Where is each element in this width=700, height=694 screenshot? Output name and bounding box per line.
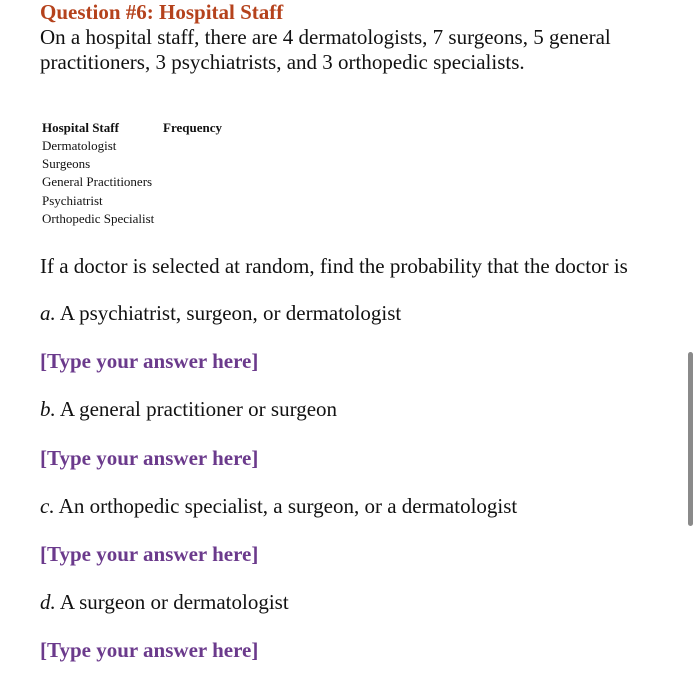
staff-cell: Psychiatrist: [42, 192, 103, 208]
part-text: A surgeon or dermatologist: [55, 590, 289, 614]
staff-cell: General Practitioners: [42, 174, 153, 190]
part-letter: a.: [40, 301, 56, 325]
header-frequency: Frequency: [163, 120, 222, 135]
header-hospital-staff: Hospital Staff: [42, 120, 119, 135]
part-letter: d.: [40, 590, 56, 614]
part-a: [40, 301, 401, 326]
staff-cell: Orthopedic Specialist: [42, 210, 155, 226]
question-title: Question #6: Hospital Staff: [40, 0, 284, 24]
answer-field-d[interactable]: [Type your answer here]: [40, 638, 259, 662]
part-letter: b.: [40, 397, 56, 421]
part-text: A general practitioner or surgeon: [55, 397, 338, 421]
answer-field-b[interactable]: [Type your answer here]: [40, 446, 259, 470]
part-letter: c.: [40, 494, 55, 518]
part-d: [40, 590, 289, 615]
staff-cell: Surgeons: [42, 156, 91, 172]
answer-field-a[interactable]: [Type your answer here]: [40, 349, 259, 373]
vertical-scrollbar[interactable]: [688, 352, 693, 526]
staff-cell: Dermatologist: [42, 138, 117, 153]
question-prompt: If a doctor is selected at random, find the probability that the doctor is: [40, 254, 628, 278]
part-text: An orthopedic specialist, a surgeon, or a dermatologist: [54, 494, 518, 518]
part-b: [40, 397, 337, 422]
part-c: [40, 494, 517, 519]
question-intro: On a hospital staff, there are 4 dermatologists, 7 surgeons, 5 general practitioners, 3 psychiatrists, and 3 orthopedic specialists.: [40, 25, 611, 74]
part-text: A psychiatrist, surgeon, or dermatologist: [55, 301, 402, 325]
answer-field-c[interactable]: [Type your answer here]: [40, 542, 259, 566]
